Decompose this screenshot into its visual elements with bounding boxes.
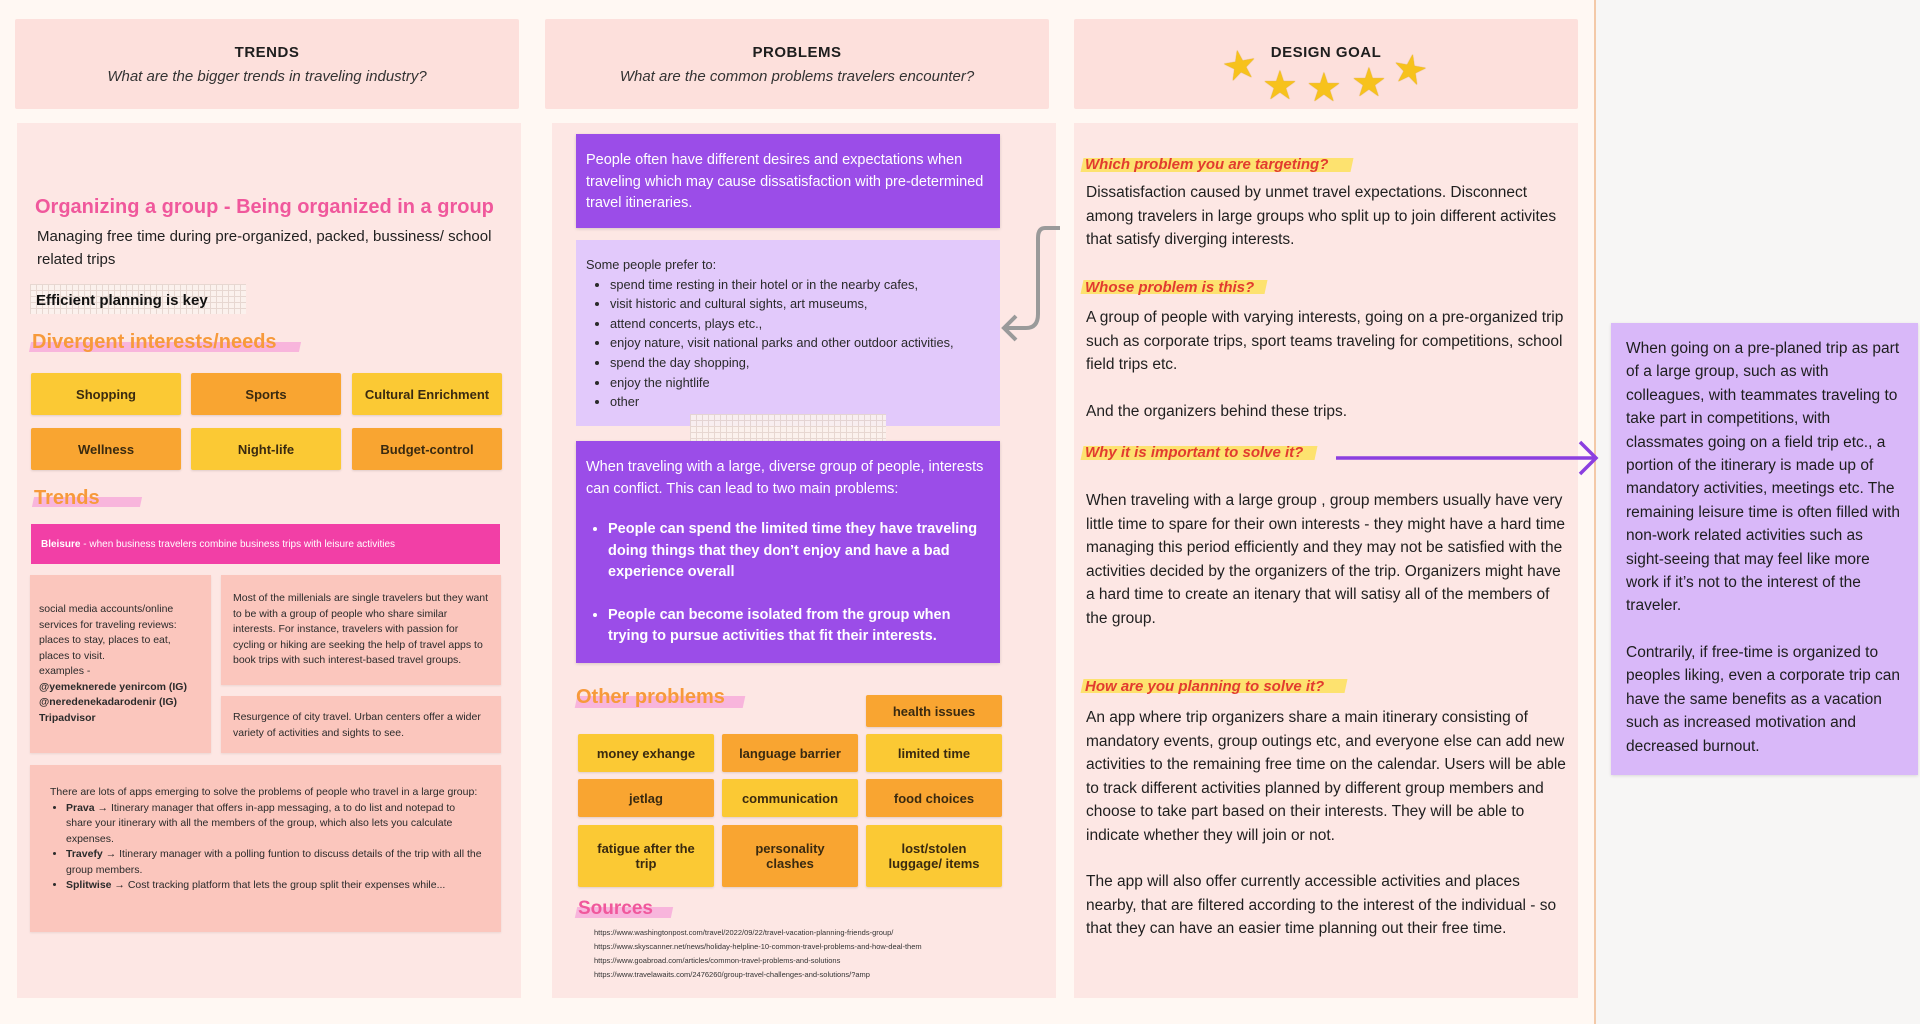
interest-cultural: Cultural Enrichment	[352, 373, 502, 415]
prefs-intro: Some people prefer to:	[586, 257, 717, 272]
source-link[interactable]: https://www.travelawaits.com/2476260/group-travel-challenges-and-solutions/?amp	[594, 970, 870, 979]
trends-header	[15, 19, 519, 109]
list-item	[66, 878, 483, 894]
interest-shopping: Shopping	[31, 373, 181, 415]
source-link[interactable]: https://www.goabroad.com/articles/common-travel-problems-and-solutions	[594, 956, 841, 965]
star-icon: ★	[1351, 61, 1387, 105]
list-item: • People can become isolated from the group when trying to pursue activities that fit their interests.	[608, 605, 990, 648]
conflict-intro: When traveling with a large, diverse group of people, interests can conflict. This can lead to two main problems:	[586, 459, 984, 497]
app-desc: → Itinerary manager with a polling funtion to discuss details of the trip with all the group members.	[66, 848, 482, 876]
list-item: • spend time resting in their hotel or in the nearby cafes,	[610, 275, 990, 295]
bleisure-text: - when business travelers combine business trips with leisure activities	[80, 538, 396, 550]
problem-tag: lost/stolen luggage/ items	[866, 825, 1002, 887]
social-media-note	[30, 575, 211, 753]
app-name: Prava	[66, 801, 95, 814]
answer-app-offer: The app will also offer currently accessible activities and places nearby, that are filtered according to the interest of the individual - so that they can have an easier time planning out their free time.	[1086, 873, 1557, 937]
millenials-note: Most of the millenials are single travelers but they want to be with a group of people who share similar interests. For instance, travelers with passion for cycling or hiking are seeking the help of travel apps to book trips with such interest-based travel groups.	[221, 575, 501, 685]
app-name: Travefy	[66, 848, 103, 860]
app-desc: → Cost tracking platform that lets the group split their expenses while...	[111, 879, 446, 891]
list-item: • attend concerts, plays etc.,	[610, 314, 990, 334]
source-link[interactable]: https://www.skyscanner.net/news/holiday-helpline-10-common-travel-problems-and-how-deal-them	[594, 942, 922, 951]
problem-tag: fatigue after the trip	[578, 825, 714, 887]
problem-tag: jetlag	[578, 779, 714, 817]
star-icon: ★	[1262, 64, 1298, 108]
trends-subtitle: What are the bigger trends in traveling industry?	[107, 68, 427, 85]
interest-nightlife: Night-life	[191, 428, 341, 470]
question-targeting: Which problem you are targeting?	[1085, 156, 1329, 173]
context-sticky-note	[1611, 323, 1918, 775]
answer-how: An app where trip organizers share a main itinerary consisting of mandatory events, group outings etc, and everyone else can add new activities to the remaining free time on the calendar. Users will be able to track different activities planned by different group members and choose to take part based on their interests. They will be able to indicate whether they will join or not.	[1086, 709, 1566, 844]
city-travel-note: Resurgence of city travel. Urban centers offer a wider variety of activities and sights to see.	[221, 696, 501, 753]
star-icon: ★	[1306, 66, 1342, 110]
problem-tag: personality clashes	[722, 825, 858, 887]
sources-heading: Sources	[578, 898, 653, 919]
social-account: @yemeknerede yenircom (IG)	[39, 680, 187, 693]
social-account: Tripadvisor	[39, 711, 96, 724]
other-problems-heading: Other problems	[576, 686, 725, 708]
interest-sports: Sports	[191, 373, 341, 415]
problems-header	[545, 19, 1049, 109]
problem-tag: communication	[722, 779, 858, 817]
trends-heading: Trends	[34, 487, 100, 509]
group-text: Managing free time during pre-organized, packed, bussiness/ school related trips	[37, 228, 492, 268]
app-name: Splitwise	[66, 879, 112, 891]
list-item: • visit historic and cultural sights, art museums,	[610, 294, 990, 314]
list-item	[66, 801, 483, 848]
list-item	[66, 847, 483, 878]
problem-card-expectations: People often have different desires and expectations when traveling which may cause dissatisfaction with pre-determined travel itineraries.	[576, 134, 1000, 228]
problem-tag: limited time	[866, 734, 1002, 772]
bleisure-term: Bleisure	[41, 538, 81, 550]
problems-title: PROBLEMS	[752, 44, 842, 61]
apps-note	[30, 765, 501, 932]
purple-arrow	[1332, 438, 1604, 478]
apps-intro: There are lots of apps emerging to solve the problems of people who travel in a large group:	[50, 786, 478, 798]
question-whose: Whose problem is this?	[1085, 279, 1255, 296]
bleisure-banner	[31, 524, 500, 564]
problem-tag: health issues	[866, 695, 1002, 727]
answer-whose: A group of people with varying interests, going on a pre-organized trip such as corporate trips, sport teams traveling for competitions, school field trips etc.	[1086, 309, 1564, 373]
answer-important: When traveling with a large group , group members usually have very little time to spare for their own interests - they might have a hard time managing this period efficiently and they may not be satisfied with the activities decided by the organizers of the trip. Organizers might have a hard time to create an itenary that will satisy all of the members of the group.	[1086, 492, 1565, 627]
star-icon: ★	[1218, 41, 1262, 91]
list-item: • People can spend the limited time they have traveling doing things that they don’t enjoy and have a bad experience overall	[608, 519, 990, 584]
list-item: • spend the day shopping,	[610, 353, 990, 373]
source-link[interactable]: https://www.washingtonpost.com/travel/2022/09/22/travel-vacation-planning-friends-group/	[594, 928, 894, 937]
answer-organizers: And the organizers behind these trips.	[1086, 403, 1348, 420]
interest-wellness: Wellness	[31, 428, 181, 470]
list-item: • enjoy nature, visit national parks and other outdoor activities,	[610, 333, 990, 353]
divergent-heading: Divergent interests/needs	[32, 331, 277, 353]
list-item: • enjoy the nightlife	[610, 373, 990, 393]
problems-subtitle: What are the common problems travelers encounter?	[619, 68, 975, 85]
sources-list	[594, 926, 1034, 982]
list-item: • other	[610, 392, 990, 412]
star-icon: ★	[1388, 45, 1432, 95]
efficient-planning-label: Efficient planning is key	[36, 292, 208, 309]
design-goal-title: DESIGN GOAL	[1270, 44, 1382, 61]
trends-title: TRENDS	[234, 44, 300, 61]
social-note-examples: examples -	[39, 665, 91, 677]
context-text: When going on a pre-planed trip as part of a large group, such as with colleagues, with teammates traveling to take part in competitions, with classmates going on a field trip etc., a portion of the itinerary is made up of mandatory activities, meetings etc. The remaining leisure time is often filled with non-work related activities such as sight-seeing that may feel like more work if it’s not to the interest of the traveler.	[1626, 340, 1900, 615]
group-heading: Organizing a group - Being organized in a group	[35, 196, 494, 218]
problem-tag: language barrier	[722, 734, 858, 772]
social-note-text: social media accounts/online services for traveling reviews: places to stay, places to eat, places to visit.	[39, 603, 177, 662]
social-account: @neredenekadarodenir (IG)	[39, 696, 178, 708]
question-important: Why it is important to solve it?	[1085, 444, 1304, 461]
answer-targeting: Dissatisfaction caused by unmet travel expectations. Disconnect among travelers in large groups who split up to join different activites that satisfy diverging interests.	[1086, 184, 1557, 248]
problem-card-conflict	[576, 441, 1000, 663]
question-how: How are you planning to solve it?	[1085, 678, 1325, 695]
interest-budget: Budget-control	[352, 428, 502, 470]
problem-tag: money exhange	[578, 734, 714, 772]
problem-tag: food choices	[866, 779, 1002, 817]
context-text: Contrarily, if free-time is organized to peoples liking, even a corporate trip can have the same benefits as a vacation such as increased motivation and decreased burnout.	[1626, 643, 1900, 755]
preferences-card	[576, 240, 1000, 426]
app-desc: → Itinerary manager that offers in-app messaging, a to do list and notepad to share your itinerary with all the members of the group, which also lets you calculate expenses.	[66, 801, 456, 845]
connector-arrow	[998, 222, 1068, 342]
